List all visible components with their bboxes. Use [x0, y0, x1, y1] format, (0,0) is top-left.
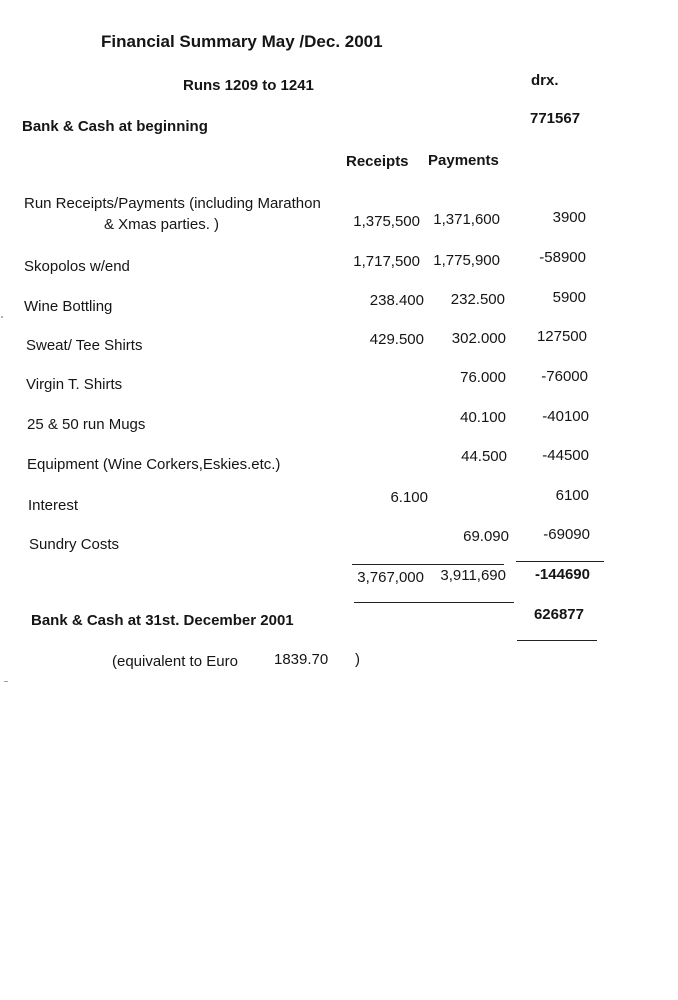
row-receipts: 1,375,500 — [353, 213, 420, 230]
row-receipts: 238.400 — [369, 292, 424, 309]
euro-equivalent-text: (equivalent to Euro — [112, 653, 238, 670]
receipts-column-header: Receipts — [346, 153, 409, 170]
row-net: -44500 — [542, 447, 589, 464]
row-net: 5900 — [552, 289, 586, 306]
row-label: Run Receipts/Payments (including Marathon — [24, 195, 321, 212]
row-label: Sweat/ Tee Shirts — [26, 337, 143, 354]
total-net: -144690 — [534, 566, 590, 583]
row-payments: 232.500 — [450, 291, 505, 308]
payments-column-header: Payments — [428, 152, 499, 169]
row-payments: 69.090 — [463, 528, 509, 545]
total-receipts: 3,767,000 — [357, 569, 424, 586]
opening-balance-value: 771567 — [530, 110, 581, 127]
row-label: 25 & 50 run Mugs — [27, 416, 146, 433]
currency-label: drx. — [531, 72, 559, 89]
euro-equivalent-close-paren: ) — [355, 651, 360, 668]
scan-speck — [1, 316, 3, 318]
row-net: 6100 — [555, 487, 589, 504]
row-net: 127500 — [536, 328, 587, 345]
row-label: Wine Bottling — [24, 298, 113, 315]
row-receipts: 429.500 — [369, 331, 424, 348]
totals-bottom-rule — [354, 602, 514, 603]
row-net: -69090 — [543, 526, 590, 543]
net-total-top-rule — [516, 561, 604, 562]
closing-balance-label: Bank & Cash at 31st. December 2001 — [31, 612, 294, 629]
closing-balance-value: 626877 — [533, 606, 584, 623]
document-title: Financial Summary May /Dec. 2001 — [101, 32, 383, 51]
row-payments: 44.500 — [461, 448, 507, 465]
opening-balance-label: Bank & Cash at beginning — [22, 118, 208, 135]
totals-top-rule — [352, 564, 504, 565]
scan-speck — [4, 681, 8, 682]
row-net: -58900 — [539, 249, 586, 266]
row-label: Equipment (Wine Corkers,Eskies.etc.) — [27, 456, 281, 473]
row-net: -76000 — [541, 368, 588, 385]
row-payments: 1,775,900 — [433, 252, 500, 269]
row-label: Skopolos w/end — [24, 258, 130, 275]
row-payments: 76.000 — [460, 369, 506, 386]
row-label: Sundry Costs — [29, 536, 120, 553]
row-receipts: 6.100 — [390, 489, 428, 506]
row-payments: 40.100 — [460, 409, 506, 426]
euro-equivalent-value: 1839.70 — [274, 651, 329, 668]
row-net: -40100 — [542, 408, 589, 425]
row-label: Virgin T. Shirts — [26, 376, 123, 393]
total-payments: 3,911,690 — [440, 567, 506, 584]
row-label-continued: & Xmas parties. ) — [104, 216, 220, 233]
row-payments: 302.000 — [451, 330, 506, 347]
row-payments: 1,371,600 — [433, 211, 500, 228]
row-net: 3900 — [552, 209, 586, 226]
runs-subtitle: Runs 1209 to 1241 — [183, 77, 314, 94]
closing-balance-underline — [517, 640, 597, 641]
row-label: Interest — [28, 497, 79, 514]
row-receipts: 1,717,500 — [353, 253, 420, 270]
